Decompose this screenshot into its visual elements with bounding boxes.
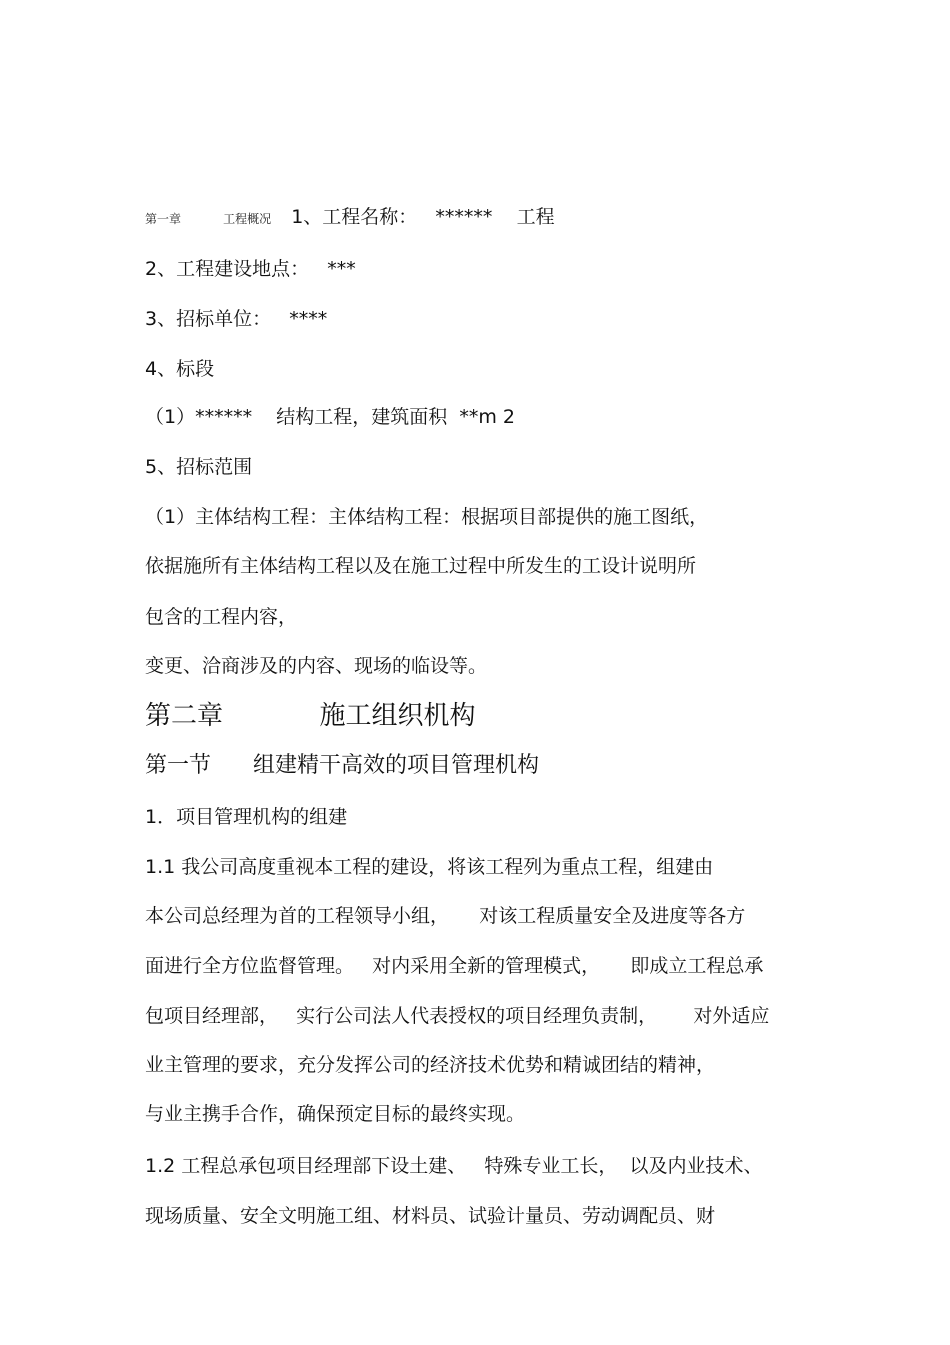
paragraph-1-2-line: 1.2 工程总承包项目经理部下设土建、 特殊专业工长， 以及内业技术、 — [145, 1155, 763, 1177]
chapter2-heading — [145, 700, 476, 732]
bidding-unit-item: 3、招标单位： **** — [145, 308, 328, 330]
bid-scope-line1: （1）主体结构工程：主体结构工程：根据项目部提供的施工图纸， — [145, 506, 709, 528]
chapter1-label: 第一章 — [145, 212, 182, 226]
chapter1-title: 工程概况 — [223, 212, 272, 226]
section1-label: 第一节 — [145, 753, 212, 778]
paragraph-1-1-line: 包项目经理部， 实行公司法人代表授权的项目经理负责制， 对外适应 — [145, 1005, 770, 1027]
section1-title: 组建精干高效的项目管理机构 — [253, 753, 540, 778]
paragraph-1-1-line: 1.1 我公司高度重视本工程的建设，将该工程列为重点工程，组建由 — [145, 856, 714, 878]
chapter2-label: 第二章 — [145, 701, 224, 731]
bid-scope-line2: 依据施所有主体结构工程以及在施工过程中所发生的工设计说明所 — [145, 555, 697, 577]
paragraph-1-1-line: 本公司总经理为首的工程领导小组， 对该工程质量安全及进度等各方 — [145, 905, 746, 927]
paragraph-1-1-line: 面进行全方位监督管理。 对内采用全新的管理模式， 即成立工程总承 — [145, 955, 764, 977]
chapter1-heading-line — [145, 205, 555, 231]
project-name-item: 1、工程名称： ****** 工程 — [291, 206, 555, 228]
bid-scope-line3: 包含的工程内容， — [145, 606, 298, 628]
paragraph-1-1-line: 业主管理的要求，充分发挥公司的经济技术优势和精诚团结的精神， — [145, 1054, 716, 1076]
bid-section-item: 4、标段 — [145, 358, 215, 380]
construction-site-item: 2、工程建设地点： *** — [145, 258, 356, 280]
bid-section-sub1: （1）****** 结构工程，建筑面积 **m 2 — [145, 406, 515, 428]
bid-scope-line4: 变更、洽商涉及的内容、现场的临设等。 — [145, 655, 488, 677]
org-setup-heading: 1．项目管理机构的组建 — [145, 806, 348, 828]
paragraph-1-1-line: 与业主携手合作，确保预定目标的最终实现。 — [145, 1103, 526, 1125]
bid-scope-item: 5、招标范围 — [145, 456, 253, 478]
section1-heading — [145, 752, 539, 780]
paragraph-1-2-line: 现场质量、安全文明施工组、材料员、试验计量员、劳动调配员、财 — [145, 1205, 716, 1227]
chapter2-title: 施工组织机构 — [319, 701, 476, 731]
